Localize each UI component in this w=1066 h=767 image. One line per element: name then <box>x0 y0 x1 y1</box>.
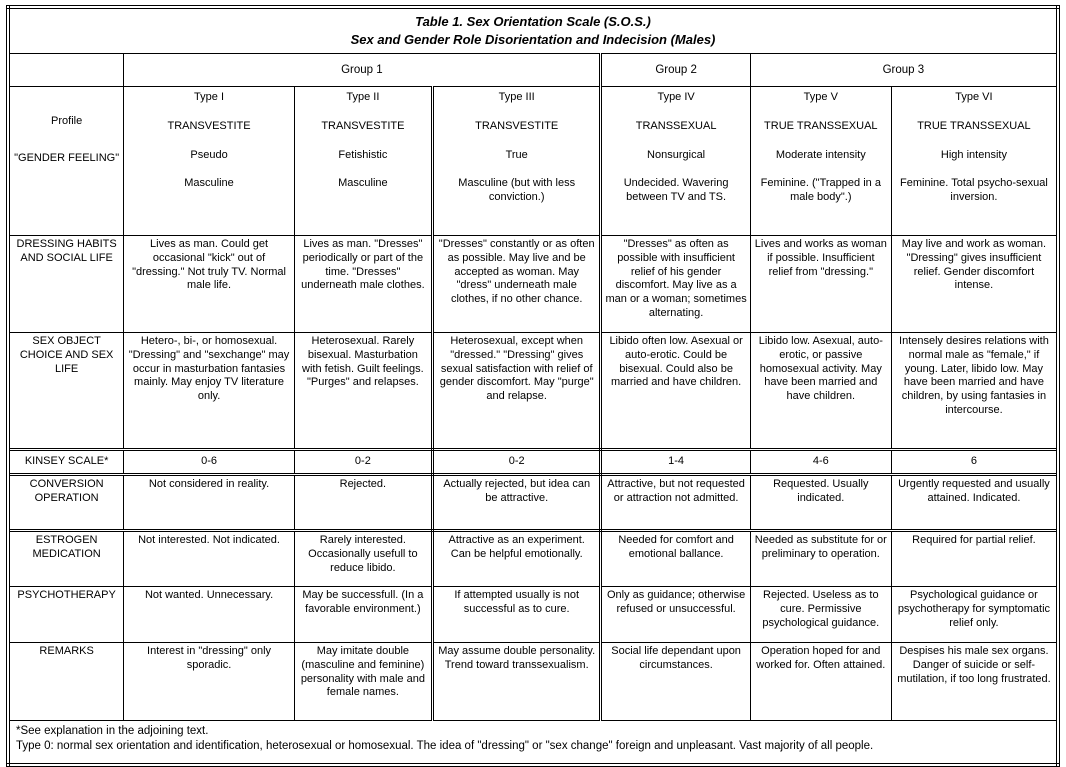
cell-conversion-type5: Requested. Usually indicated. <box>750 475 891 531</box>
type6-label: Type VI <box>955 91 993 104</box>
cell-sex-object-type3: Heterosexual, except when "dressed." "Dressing" gives sexual satisfaction with relief of gender discomfort. May "purge" and relapse. <box>432 333 601 450</box>
cell-kinsey-type4: 1-4 <box>601 450 750 475</box>
cell-estrogen-type5: Needed as substitute for or preliminary to operation. <box>750 531 891 587</box>
cell-remarks-type4: Social life dependant upon circumstances. <box>601 643 750 721</box>
type5-subtype: Moderate intensity <box>775 148 866 161</box>
type6-subtype: High intensity <box>940 148 1007 161</box>
cell-sex-object-type6: Intensely desires relations with normal male as "female," if young. Later, libido low. May have been married and have children, by using fantasies in intercourse. <box>891 333 1058 450</box>
type5-feeling: Feminine. ("Trapped in a male body".) <box>760 177 881 204</box>
cell-kinsey-type2: 0-2 <box>294 450 432 475</box>
cell-sex-object-type1: Hetero-, bi-, or homosexual. "Dressing" and "sexchange" may occur in masturbation fantasies mainly. May enjoy TV literature only. <box>124 333 295 450</box>
cell-profile-type1 <box>124 87 295 236</box>
sos-table <box>6 5 1060 767</box>
row-label-kinsey: KINSEY SCALE* <box>8 450 124 475</box>
cell-psychotherapy-type6: Psychological guidance or psychotherapy for symptomatic relief only. <box>891 587 1058 643</box>
table-title-line1: Table 1. Sex Orientation Scale (S.O.S.) <box>415 14 651 29</box>
cell-remarks-type6: Despises his male sex organs. Danger of suicide or self-mutilation, if too long frustrated. <box>891 643 1058 721</box>
psychotherapy-row <box>8 587 1058 643</box>
type5-name: TRUE TRANSSEXUAL <box>764 119 878 132</box>
group-header-row <box>8 54 1058 87</box>
cell-profile-type4 <box>601 87 750 236</box>
cell-profile-type5 <box>750 87 891 236</box>
type1-label: Type I <box>194 91 225 104</box>
cell-kinsey-type5: 4-6 <box>750 450 891 475</box>
group-1-header: Group 1 <box>124 54 601 87</box>
type4-subtype: Nonsurgical <box>647 148 706 161</box>
type6-name: TRUE TRANSSEXUAL <box>917 119 1031 132</box>
cell-estrogen-type3: Attractive as an experiment. Can be helpful emotionally. <box>432 531 601 587</box>
cell-remarks-type5: Operation hoped for and worked for. Often attained. <box>750 643 891 721</box>
row-label-psychotherapy: PSYCHOTHERAPY <box>8 587 124 643</box>
type6-feeling: Feminine. Total psycho-sexual inversion. <box>900 177 1048 204</box>
footnote-line1: *See explanation in the adjoining text. <box>16 725 209 738</box>
type2-subtype: Fetishistic <box>338 148 388 161</box>
cell-kinsey-type6: 6 <box>891 450 1058 475</box>
estrogen-row <box>8 531 1058 587</box>
type1-subtype: Pseudo <box>190 148 228 161</box>
type3-subtype: True <box>505 148 528 161</box>
cell-dressing-type1: Lives as man. Could get occasional "kick" out of "dressing." Not truly TV. Normal male life. <box>124 236 295 333</box>
cell-sex-object-type5: Libido low. Asexual, auto-erotic, or passive homosexual activity. May have been married and have children. <box>750 333 891 450</box>
profile-label-line1: Profile <box>51 115 83 128</box>
cell-sex-object-type2: Heterosexual. Rarely bisexual. Masturbation with fetish. Guilt feelings. "Purges" and relapses. <box>294 333 432 450</box>
type1-feeling: Masculine <box>184 177 234 190</box>
cell-kinsey-type1: 0-6 <box>124 450 295 475</box>
title-row <box>8 7 1058 54</box>
remarks-row <box>8 643 1058 721</box>
footnote-row <box>8 721 1058 766</box>
profile-label-line2: "GENDER FEELING" <box>14 151 120 164</box>
footnotes <box>8 721 1058 766</box>
row-label-estrogen: ESTROGEN MEDICATION <box>8 531 124 587</box>
cell-estrogen-type4: Needed for comfort and emotional ballance. <box>601 531 750 587</box>
cell-psychotherapy-type5: Rejected. Useless as to cure. Permissive psychological guidance. <box>750 587 891 643</box>
cell-remarks-type1: Interest in "dressing" only sporadic. <box>124 643 295 721</box>
cell-psychotherapy-type2: May be successfull. (In a favorable environment.) <box>294 587 432 643</box>
cell-conversion-type3: Actually rejected, but idea can be attractive. <box>432 475 601 531</box>
type1-name: TRANSVESTITE <box>167 119 251 132</box>
conversion-row <box>8 475 1058 531</box>
footnote-line2: Type 0: normal sex orientation and identification, heterosexual or homosexual. The idea of "dressing" or "sex change" foreign and unpleasant. Vast majority of all people. <box>16 740 874 753</box>
cell-psychotherapy-type3: If attempted usually is not successful as to cure. <box>432 587 601 643</box>
type3-feeling: Masculine (but with less conviction.) <box>458 177 576 204</box>
kinsey-row <box>8 450 1058 475</box>
table-title <box>8 7 1058 54</box>
cell-dressing-type3: "Dresses" constantly or as often as possible. May live and be accepted as woman. May "dress" underneath male clothes, if no other chance. <box>432 236 601 333</box>
type2-name: TRANSVESTITE <box>321 119 405 132</box>
cell-dressing-type2: Lives as man. "Dresses" periodically or part of the time. "Dresses" underneath male clothes. <box>294 236 432 333</box>
cell-remarks-type2: May imitate double (masculine and feminine) personality with male and female names. <box>294 643 432 721</box>
cell-kinsey-type3: 0-2 <box>432 450 601 475</box>
corner-cell <box>8 54 124 87</box>
cell-conversion-type4: Attractive, but not requested or attraction not admitted. <box>601 475 750 531</box>
type3-label: Type III <box>498 91 535 104</box>
cell-psychotherapy-type4: Only as guidance; otherwise refused or unsuccessful. <box>601 587 750 643</box>
cell-dressing-type6: May live and work as woman. "Dressing" gives insufficient relief. Gender discomfort intense. <box>891 236 1058 333</box>
type5-label: Type V <box>803 91 838 104</box>
sex-object-row <box>8 333 1058 450</box>
cell-conversion-type1: Not considered in reality. <box>124 475 295 531</box>
type4-name: TRANSSEXUAL <box>635 119 717 132</box>
group-2-header: Group 2 <box>601 54 750 87</box>
row-label-remarks: REMARKS <box>8 643 124 721</box>
cell-estrogen-type1: Not interested. Not indicated. <box>124 531 295 587</box>
row-label-dressing: DRESSING HABITS AND SOCIAL LIFE <box>8 236 124 333</box>
row-label-sex-object: SEX OBJECT CHOICE AND SEX LIFE <box>8 333 124 450</box>
cell-dressing-type5: Lives and works as woman if possible. Insufficient relief from "dressing." <box>750 236 891 333</box>
cell-conversion-type6: Urgently requested and usually attained. Indicated. <box>891 475 1058 531</box>
table-title-line2: Sex and Gender Role Disorientation and Indecision (Males) <box>350 31 716 47</box>
cell-profile-type6 <box>891 87 1058 236</box>
row-label-profile <box>8 87 124 236</box>
type3-name: TRANSVESTITE <box>475 119 559 132</box>
cell-profile-type2 <box>294 87 432 236</box>
group-3-header: Group 3 <box>750 54 1058 87</box>
cell-estrogen-type6: Required for partial relief. <box>891 531 1058 587</box>
type4-feeling: Undecided. Wavering between TV and TS. <box>623 177 729 204</box>
cell-psychotherapy-type1: Not wanted. Unnecessary. <box>124 587 295 643</box>
dressing-row <box>8 236 1058 333</box>
cell-profile-type3 <box>432 87 601 236</box>
type4-label: Type IV <box>657 91 695 104</box>
row-label-conversion: CONVERSION OPERATION <box>8 475 124 531</box>
cell-dressing-type4: "Dresses" as often as possible with insufficient relief of his gender discomfort. May live as a man or a woman; sometimes alternating. <box>601 236 750 333</box>
cell-conversion-type2: Rejected. <box>294 475 432 531</box>
type2-feeling: Masculine <box>338 177 388 190</box>
type2-label: Type II <box>346 91 380 104</box>
cell-estrogen-type2: Rarely interested. Occasionally usefull to reduce libido. <box>294 531 432 587</box>
cell-sex-object-type4: Libido often low. Asexual or auto-erotic. Could be bisexual. Could also be married and have children. <box>601 333 750 450</box>
cell-remarks-type3: May assume double personality. Trend toward transsexualism. <box>432 643 601 721</box>
profile-row <box>8 87 1058 236</box>
